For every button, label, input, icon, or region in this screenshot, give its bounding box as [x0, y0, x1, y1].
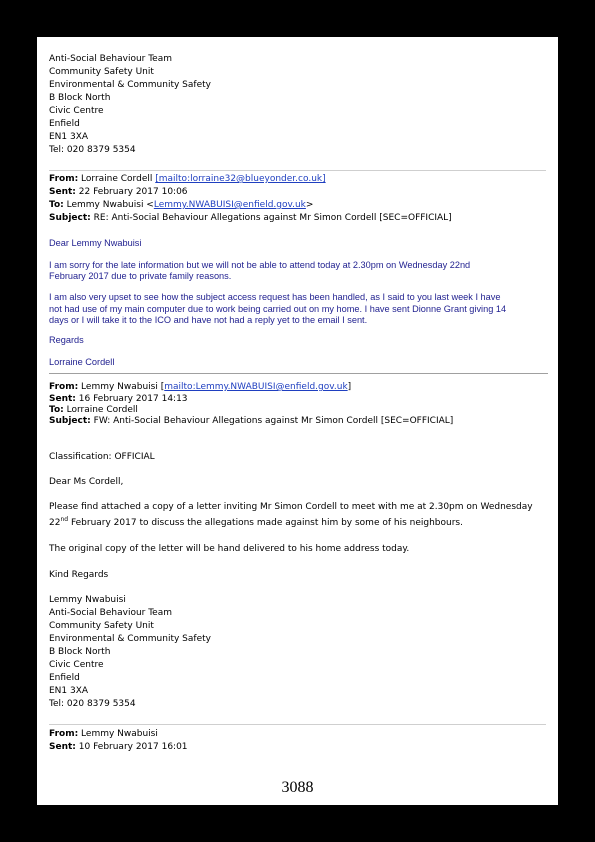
- email2-closing: Kind Regards: [49, 570, 109, 580]
- email1-signoff: Lorraine Cordell: [49, 357, 115, 367]
- to-close: >: [305, 200, 314, 210]
- signature-line: EN1 3XA: [49, 686, 89, 696]
- signature-line: Enfield: [49, 119, 80, 129]
- to-label: To:: [49, 405, 64, 415]
- email1-regards: Regards: [49, 335, 84, 345]
- signature-line: Lemmy Nwabuisi: [49, 595, 126, 605]
- date-number: 22: [49, 518, 61, 528]
- divider: [49, 170, 546, 171]
- subject-value: RE: Anti-Social Behaviour Allegations against Mr Simon Cordell [SEC=OFFICIAL]: [93, 213, 452, 223]
- to-label: To:: [49, 200, 64, 210]
- from-close: ]: [347, 382, 352, 392]
- email2-para1-line: [49, 517, 463, 530]
- email1-sent: [49, 186, 188, 199]
- from-name: Lemmy Nwabuisi [: [81, 382, 165, 392]
- signature-line: Civic Centre: [49, 660, 104, 670]
- from-label: From:: [49, 382, 79, 392]
- signature-line: Community Safety Unit: [49, 621, 154, 631]
- page-number: 3088: [281, 779, 314, 796]
- email2-para1-line: Please find attached a copy of a letter inviting Mr Simon Cordell to meet with me at 2.30pm on Wednesday: [49, 502, 533, 512]
- signature-line: Environmental & Community Safety: [49, 80, 211, 90]
- from-mailto-link[interactable]: mailto:Lemmy.NWABUISI@enfield.gov.uk: [164, 382, 348, 392]
- email1-para2-line: days or I will take it to the ICO and have not had a reply yet to the email I sent.: [49, 315, 368, 325]
- sent-label: Sent:: [49, 742, 76, 752]
- document-page: [37, 37, 558, 805]
- from-name: Lorraine Cordell: [81, 174, 153, 184]
- subject-label: Subject:: [49, 213, 91, 223]
- signature-line: Civic Centre: [49, 106, 104, 116]
- to-name: Lemmy Nwabuisi <: [66, 200, 154, 210]
- sent-label: Sent:: [49, 394, 76, 404]
- subject-label: Subject:: [49, 416, 91, 426]
- email3-sent: [49, 741, 188, 754]
- divider: [49, 373, 548, 374]
- email1-to: [49, 199, 313, 212]
- email1-subject: [49, 212, 452, 225]
- from-label: From:: [49, 174, 79, 184]
- email2-para2: The original copy of the letter will be hand delivered to his home address today.: [49, 544, 410, 554]
- from-mailto-link[interactable]: [mailto:lorraine32@blueyonder.co.uk]: [155, 174, 326, 184]
- signature-line: B Block North: [49, 647, 111, 657]
- email3-from: [49, 728, 158, 741]
- email1-para2-line: not had use of my main computer due to work being carried out on my home. I have sent Dionne Grant giving 14: [49, 304, 507, 314]
- email1-para1-line: I am sorry for the late information but we will not be able to attend today at 2.30pm on Wednesday 22nd: [49, 260, 471, 270]
- email2-classification: Classification: OFFICIAL: [49, 452, 155, 462]
- signature-line: EN1 3XA: [49, 132, 89, 142]
- email1-greeting: Dear Lemmy Nwabuisi: [49, 238, 142, 248]
- signature-line: B Block North: [49, 93, 111, 103]
- signature-line: Environmental & Community Safety: [49, 634, 211, 644]
- signature-line: Enfield: [49, 673, 80, 683]
- signature-line: Anti-Social Behaviour Team: [49, 608, 172, 618]
- date-suffix: nd: [60, 516, 69, 523]
- to-email-link[interactable]: Lemmy.NWABUISI@enfield.gov.uk: [153, 200, 306, 210]
- from-label: From:: [49, 729, 79, 739]
- signature-line: Tel: 020 8379 5354: [49, 699, 136, 709]
- email1-para2-line: I am also very upset to see how the subject access request has been handled, as I said to you last week I have: [49, 292, 501, 302]
- sent-value: 22 February 2017 10:06: [78, 187, 188, 197]
- sent-value: 10 February 2017 16:01: [78, 742, 188, 752]
- signature-line: Anti-Social Behaviour Team: [49, 54, 172, 64]
- sent-label: Sent:: [49, 187, 76, 197]
- to-value: Lorraine Cordell: [66, 405, 138, 415]
- sent-value: 16 February 2017 14:13: [78, 394, 188, 404]
- divider: [49, 724, 546, 725]
- subject-value: FW: Anti-Social Behaviour Allegations against Mr Simon Cordell [SEC=OFFICIAL]: [93, 416, 454, 426]
- from-value: Lemmy Nwabuisi: [81, 729, 158, 739]
- email2-subject: [49, 415, 453, 428]
- para1-rest: February 2017 to discuss the allegations made against him by some of his neighbours.: [68, 518, 463, 528]
- signature-line: Community Safety Unit: [49, 67, 154, 77]
- email1-from: [49, 173, 326, 186]
- email2-greeting: Dear Ms Cordell,: [49, 477, 124, 487]
- signature-line: Tel: 020 8379 5354: [49, 145, 136, 155]
- email1-para1-line: February 2017 due to private family reasons.: [49, 271, 232, 281]
